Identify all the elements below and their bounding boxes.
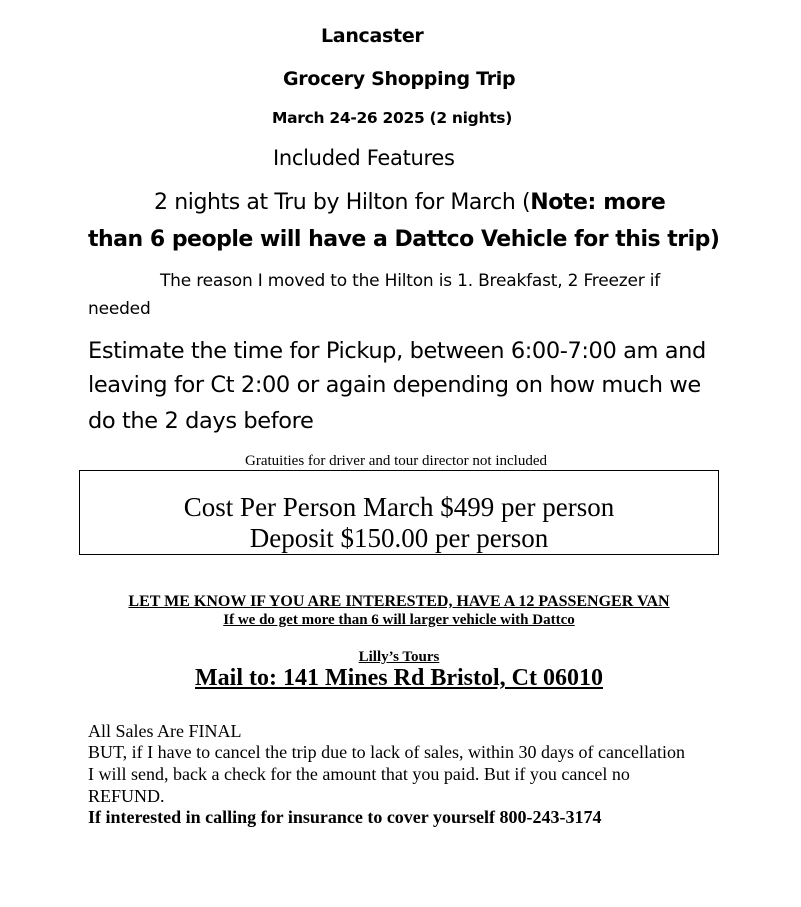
cost-box	[79, 470, 719, 555]
deposit-amount: Deposit $150.00 per person	[249, 523, 549, 553]
insurance-phone-line: If interested in calling for insurance to cover yourself 800-243-3174	[88, 807, 602, 827]
company-name: Lilly’s Tours	[358, 649, 440, 665]
included-features-heading: Included Features	[273, 146, 455, 170]
mailing-address: Mail to: 141 Mines Rd Bristol, Ct 06010	[195, 665, 603, 691]
gratuities-note: Gratuities for driver and tour director not included	[245, 453, 547, 469]
hotel-note: Note: more	[530, 190, 666, 215]
estimate-line-1: Estimate the time for Pickup, between 6:00-7:00 am and	[88, 338, 706, 364]
estimate-line-2: leaving for Ct 2:00 or again depending on how much we	[88, 372, 701, 398]
hotel-text: 2 nights at Tru by Hilton for March (	[154, 190, 531, 215]
hotel-note-continued: than 6 people will have a Dattco Vehicle for this trip)	[88, 227, 720, 252]
cancellation-policy-line-3: REFUND.	[88, 786, 165, 806]
estimate-line-3: do the 2 days before	[88, 408, 314, 434]
trip-dates: March 24-26 2025 (2 nights)	[272, 109, 513, 127]
reason-line-1: The reason I moved to the Hilton is 1. Breakfast, 2 Freezer if	[160, 271, 661, 291]
document-title-trip: Grocery Shopping Trip	[283, 68, 516, 90]
vehicle-notice: If we do get more than 6 will larger vehicle with Dattco	[223, 612, 575, 628]
hotel-line	[154, 190, 665, 215]
cost-per-person: Cost Per Person March $499 per person	[183, 492, 615, 522]
reason-line-2: needed	[88, 299, 151, 319]
interest-notice: LET ME KNOW IF YOU ARE INTERESTED, HAVE A 12 PASSENGER VAN	[128, 593, 670, 610]
cancellation-policy-line-2: I will send, back a check for the amount that you paid. But if you cancel no	[88, 764, 630, 784]
document-title-city: Lancaster	[321, 25, 424, 47]
sales-final-notice: All Sales Are FINAL	[88, 721, 242, 741]
cancellation-policy-line-1: BUT, if I have to cancel the trip due to lack of sales, within 30 days of cancellation	[88, 742, 685, 762]
